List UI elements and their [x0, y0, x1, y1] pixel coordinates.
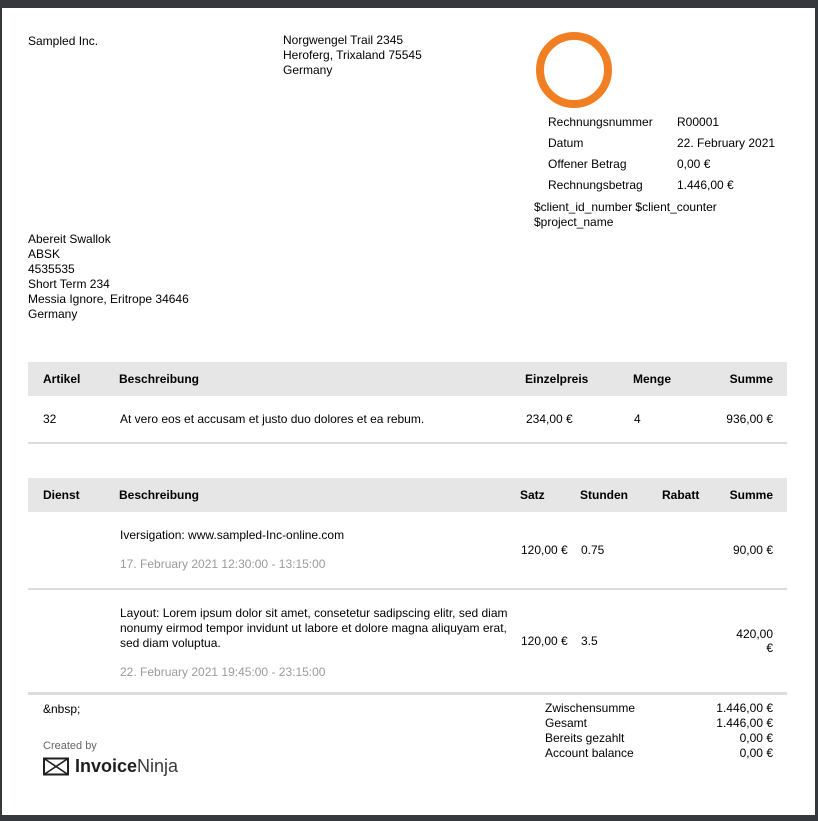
detail-label: Offener Betrag: [548, 157, 627, 171]
items-header-artikel: Artikel: [28, 362, 119, 396]
items-table: [28, 362, 787, 444]
items-header-einzelpreis: Einzelpreis: [525, 362, 633, 396]
tasks-header-stunden: Stunden: [580, 478, 662, 512]
total-label: Gesamt: [545, 716, 588, 730]
items-header-menge: Menge: [633, 362, 725, 396]
item-summe: 936,00 €: [725, 396, 787, 443]
detail-value: 0,00 €: [677, 157, 711, 171]
items-table-row: [28, 396, 787, 443]
created-by-label: Created by: [43, 740, 97, 752]
items-header-row: [28, 362, 787, 396]
company-address-line: Heroferg, Trixaland 75545: [283, 48, 422, 62]
task-dienst: [28, 589, 119, 693]
totals-row: [545, 731, 773, 746]
total-label: Bereits gezahlt: [545, 731, 625, 745]
task-satz: 120,00 €: [520, 512, 580, 589]
client-line: Messia Ignore, Eritrope 34646: [28, 292, 189, 306]
created-by-block: [43, 740, 178, 777]
detail-value: 1.446,00 €: [677, 178, 734, 192]
tasks-header-beschreibung: Beschreibung: [119, 478, 520, 512]
totals-left-text: &nbsp;: [43, 702, 81, 716]
totals-table: [545, 701, 773, 761]
items-header-summe: Summe: [725, 362, 787, 396]
tasks-header-dienst: Dienst: [28, 478, 119, 512]
client-line: Abereit Swallok: [28, 232, 111, 246]
client-line: 4535535: [28, 262, 75, 276]
company-address-line: Germany: [283, 63, 333, 77]
invoice-detail-row: [548, 112, 788, 133]
totals-row: [545, 701, 773, 716]
item-einzelpreis: 234,00 €: [525, 396, 633, 443]
task-summe: 420,00 €: [727, 589, 787, 693]
company-address: [283, 33, 422, 78]
tasks-table-row: [28, 512, 787, 589]
detail-label: Rechnungsbetrag: [548, 178, 643, 192]
client-line: Germany: [28, 307, 78, 321]
task-description: Iversigation: www.sampled-Inc-online.com: [120, 528, 345, 542]
company-name: Sampled Inc.: [28, 34, 99, 48]
task-rabatt: [662, 589, 727, 693]
total-value: 1.446,00 €: [716, 701, 773, 715]
task-summe: 90,00 €: [727, 512, 787, 589]
total-value: 0,00 €: [739, 746, 773, 760]
envelope-icon: [43, 757, 75, 776]
total-label: Account balance: [545, 746, 634, 760]
client-line: ABSK: [28, 247, 61, 261]
task-description-cell: [119, 512, 520, 589]
tasks-table-row: [28, 589, 787, 693]
task-timerange: 17. February 2021 12:30:00 - 13:15:00: [120, 557, 326, 571]
item-beschreibung: At vero eos et accusam et justo duo dolores et ea rebum.: [119, 396, 525, 443]
tasks-table: [28, 478, 787, 694]
task-dienst: [28, 512, 119, 589]
company-address-line: Norgwengel Trail 2345: [283, 33, 404, 47]
items-header-beschreibung: Beschreibung: [119, 362, 525, 396]
item-menge: 4: [633, 396, 725, 443]
tasks-header-row: [28, 478, 787, 512]
totals-row: [545, 746, 773, 761]
tasks-header-satz: Satz: [520, 478, 580, 512]
tasks-header-summe: Summe: [727, 478, 787, 512]
detail-label: Datum: [548, 136, 584, 150]
total-value: 1.446,00 €: [716, 716, 773, 730]
invoice-detail-row: [548, 133, 788, 154]
task-rabatt: [662, 512, 727, 589]
client-address: [28, 232, 189, 322]
brand-text-invoice: Invoice: [75, 756, 138, 776]
invoice-detail-row: [548, 175, 788, 196]
invoice-details: [548, 112, 788, 196]
brand-text: [75, 755, 178, 777]
task-stunden: 0.75: [580, 512, 662, 589]
invoiceninja-logo: [43, 755, 178, 777]
invoice-detail-row: [548, 154, 788, 175]
item-artikel: 32: [28, 396, 119, 443]
tasks-header-rabatt: Rabatt: [662, 478, 727, 512]
brand-text-ninja: Ninja: [137, 756, 179, 776]
task-description-cell: [119, 589, 520, 693]
task-timerange: 22. February 2021 19:45:00 - 23:15:00: [120, 665, 326, 679]
detail-value: 22. February 2021: [677, 136, 776, 150]
placeholder-variables: $client_id_number $client_counter $project_name: [534, 200, 717, 229]
task-description: Layout: Lorem ipsum dolor sit amet, consetetur sadipscing elitr, sed diam nonumy eirmod tempor invidunt ut labore et dolore magna aliquyam erat, sed diam voluptua.: [120, 606, 508, 650]
detail-value: R00001: [677, 115, 720, 129]
total-value: 0,00 €: [739, 731, 773, 745]
total-label: Zwischensumme: [545, 701, 636, 715]
task-satz: 120,00 €: [520, 589, 580, 693]
detail-label: Rechnungsnummer: [548, 115, 653, 129]
client-line: Short Term 234: [28, 277, 110, 291]
totals-row: [545, 716, 773, 731]
task-stunden: 3.5: [580, 589, 662, 693]
invoice-page: [2, 8, 815, 815]
company-logo-ring-icon: [536, 32, 612, 108]
